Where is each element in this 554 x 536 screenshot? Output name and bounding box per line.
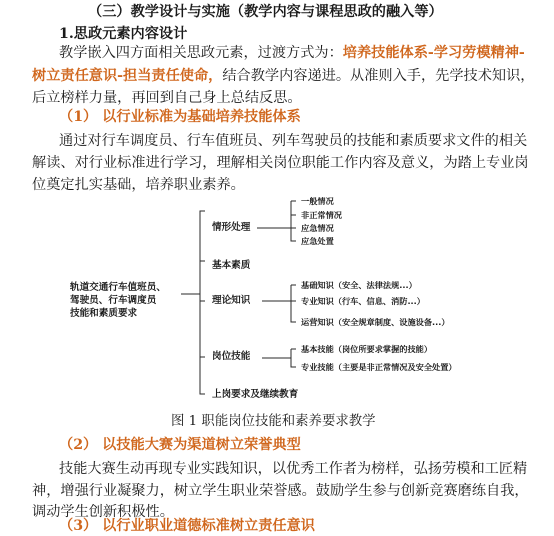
point-2-line-1: 技能大赛生动再现专业实践知识，以优秀工作者为榜样，弘扬劳模和工匠精: [59, 461, 528, 477]
intro-line-2: 树立责任意识-担当责任使命，结合教学内容递进。从准则入手，先学技术知识，: [32, 68, 535, 84]
diagram-leaf: 基本技能（岗位所要求掌握的技能）: [301, 344, 433, 354]
next-heading-clip: [0, 516, 554, 534]
diagram-node-skills: 岗位技能: [212, 351, 251, 362]
point-2-line-2: 神，增强行业凝聚力，树立学生职业荣誉感。鼓励学生参与创新竞赛磨练自我，: [32, 483, 529, 499]
diagram-root-line-3: 技能和素质要求: [70, 308, 138, 319]
intro-line-1: 教学嵌入四方面相关思政元素，过渡方式为：培养技能体系-学习劳模精神-: [59, 45, 525, 61]
point-2-heading: （2） 以技能大赛为渠道树立荣誉典型: [59, 437, 301, 453]
diagram-root-line-1: 轨道交通行车值班员、: [70, 282, 166, 293]
point-1-line-3: 位奠定扎实基础，培养职业素养。: [32, 177, 245, 193]
connector: [291, 285, 296, 322]
diagram-leaf: 基础知识（安全、法律法规...）: [301, 280, 417, 290]
diagram-node-basic-quality: 基本素质: [212, 260, 251, 271]
diagram-root-line-2: 驾驶员、行车调度员: [70, 295, 157, 306]
point-3-heading-partial: （3） 以行业职业道德标准树立责任意识: [59, 518, 315, 534]
point-1-line-2: 解读、对行业标准进行学习，理解相关岗位职能工作内容及意义，为踏上专业岗: [32, 155, 529, 171]
diagram-node-continuing-education: 上岗要求及继续教育: [212, 389, 299, 400]
point-1-line-1: 通过对行车调度员、行车值班员、列车驾驶员的技能和素质要求文件的相关: [59, 133, 528, 149]
section-heading: （三）教学设计与实施（教学内容与课程思政的融入等）: [88, 4, 443, 20]
diagram-leaf: 一般情况: [301, 196, 334, 206]
diagram-node-situations: 情形处理: [212, 222, 251, 233]
connector: [200, 294, 205, 394]
diagram-leaf: 应急情况: [301, 223, 334, 233]
point-1-heading: （1） 以行业标准为基础培养技能体系: [59, 109, 301, 125]
figure-caption: 图 1 职能岗位技能和素养要求教学: [171, 414, 376, 429]
diagram-leaf: 非正常情况: [301, 210, 342, 220]
intro-line-3: 后立榜样力量，再回到自己身上总结反思。: [32, 90, 302, 106]
diagram-leaf: 专业技能（主要是非正常情况及安全处置）: [301, 362, 457, 372]
point-2-line-3: 调动学生创新积极性。: [32, 504, 174, 520]
connector: [200, 211, 205, 294]
diagram-node-theory: 理论知识: [212, 295, 251, 306]
diagram-leaf: 专业知识（行车、信息、消防...）: [301, 296, 425, 306]
connector: [291, 201, 296, 241]
diagram-leaf: 运营知识（安全规章制度、设施设备...）: [301, 317, 450, 327]
subheading: 1.思政元素内容设计: [59, 26, 188, 42]
connector: [291, 349, 296, 367]
diagram-leaf: 应急处置: [301, 236, 334, 246]
